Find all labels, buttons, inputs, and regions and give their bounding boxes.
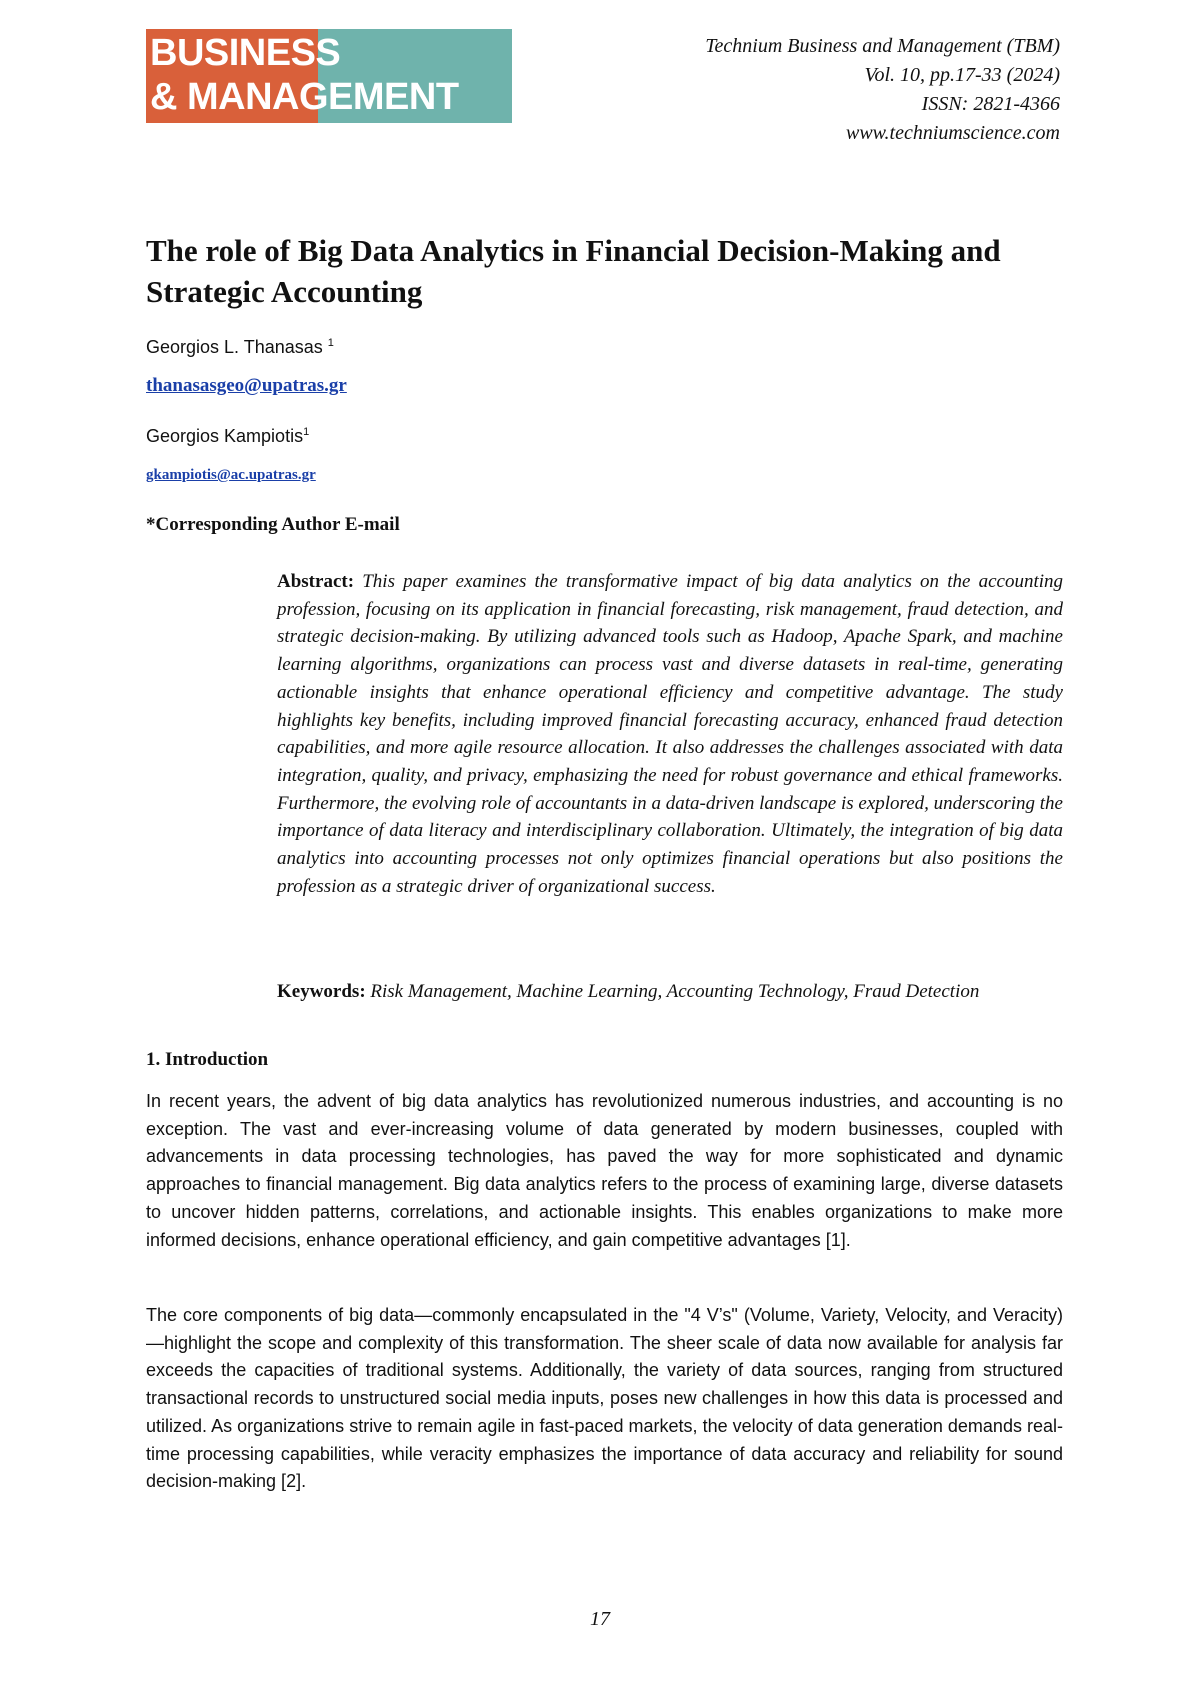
journal-info bbox=[705, 32, 1060, 148]
paragraph-2: The core components of big data—commonly encapsulated in the "4 V’s" (Volume, Variety, Velocity, and Veracity)—highlight the scope and complexity of this transformation. The sheer scale of data now available for analysis far exceeds the capacities of traditional systems. Additionally, the variety of data sources, ranging from structured transactional records to unstructured social media inputs, poses new challenges in how this data is processed and utilized. As organizations strive to remain agile in fast-paced markets, the velocity of data generation demands real-time processing capabilities, while veracity emphasizes the importance of data accuracy and reliability for sound decision-making [2]. bbox=[146, 1305, 1063, 1492]
author-1-name: Georgios L. Thanasas bbox=[146, 337, 323, 357]
logo-text bbox=[150, 31, 459, 119]
page-number: 17 bbox=[590, 1608, 610, 1630]
abstract bbox=[277, 568, 1063, 900]
author-2-affiliation: 1 bbox=[303, 426, 310, 438]
logo-line-1: BUSINESS bbox=[150, 32, 341, 74]
keywords-label: Keywords: bbox=[277, 981, 366, 1002]
journal-issn: ISSN: 2821-4366 bbox=[921, 93, 1060, 115]
corresponding-author-note: *Corresponding Author E-mail bbox=[146, 514, 400, 535]
journal-logo bbox=[146, 29, 512, 123]
section-heading-introduction: 1. Introduction bbox=[146, 1049, 269, 1070]
keywords-text: Risk Management, Machine Learning, Accounting Technology, Fraud Detection bbox=[370, 981, 980, 1002]
author-1 bbox=[146, 332, 334, 358]
author-2-email[interactable]: gkampiotis@ac.upatras.gr bbox=[146, 467, 316, 483]
journal-volume: Vol. 10, pp.17-33 (2024) bbox=[864, 64, 1060, 86]
journal-website[interactable]: www.techniumscience.com bbox=[845, 122, 1060, 144]
abstract-text: This paper examines the transformative impact of big data analytics on the accounting profession, focusing on its application in financial forecasting, risk management, fraud detection, and strategic decision-making. By utilizing advanced tools such as Hadoop, Apache Spark, and machine learning algorithms, organizations can process vast and diverse datasets in real-time, generating actionable insights that enhance operational efficiency and competitive advantage. The study highlights key benefits, including improved financial forecasting accuracy, enhanced fraud detection capabilities, and more agile resource allocation. It also addresses the challenges associated with data integration, quality, and privacy, emphasizing the need for robust governance and ethical frameworks. Furthermore, the evolving role of accountants in a data-driven landscape is explored, underscoring the importance of data literacy and interdisciplinary collaboration. Ultimately, the integration of big data analytics into accounting processes not only optimizes financial operations but also positions the profession as a strategic driver of organizational success. bbox=[277, 571, 1064, 897]
paragraph-1: In recent years, the advent of big data analytics has revolutionized numerous industries, and accounting is no exception. The vast and ever-increasing volume of data generated by modern businesses, coupled with advancements in data processing technologies, has paved the way for more sophisticated and dynamic approaches to financial management. Big data analytics refers to the process of examining large, diverse datasets to uncover hidden patterns, correlations, and actionable insights. This enables organizations to make more informed decisions, enhance operational efficiency, and gain competitive advantages [1]. bbox=[146, 1091, 1063, 1250]
paper-title: The role of Big Data Analytics in Financial Decision-Making and Strategic Accounting bbox=[146, 233, 1001, 309]
author-1-email[interactable]: thanasasgeo@upatras.gr bbox=[146, 375, 347, 396]
author-2 bbox=[146, 421, 309, 447]
keywords bbox=[277, 978, 1063, 1006]
abstract-label: Abstract: bbox=[277, 571, 355, 592]
journal-name: Technium Business and Management (TBM) bbox=[705, 35, 1060, 57]
author-2-name: Georgios Kampiotis bbox=[146, 426, 304, 446]
author-1-affiliation: 1 bbox=[327, 337, 334, 349]
logo-line-2: & MANAGEMENT bbox=[150, 76, 459, 118]
